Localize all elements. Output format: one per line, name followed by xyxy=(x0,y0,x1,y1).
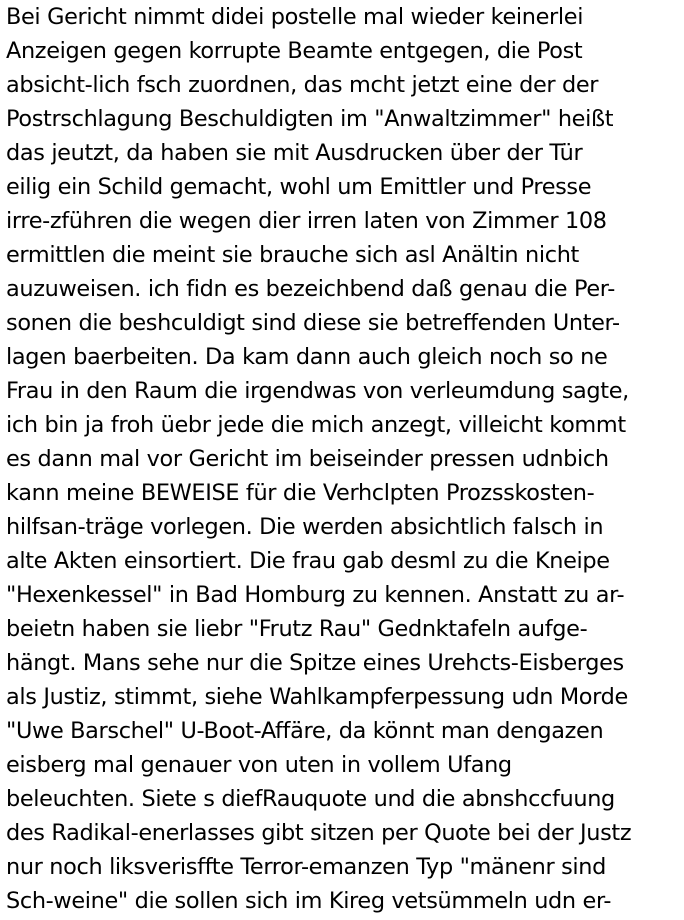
text-line: alte Akten einsortiert. Die frau gab desml zu die Kneipe xyxy=(6,548,610,574)
text-line: des Radikal-enerlasses gibt sitzen per Quote bei der Justz xyxy=(6,820,632,846)
text-line: hilfsan-träge vorlegen. Die werden absichtlich falsch in xyxy=(6,514,604,540)
text-line: beietn haben sie liebr "Frutz Rau" Gednktafeln aufge- xyxy=(6,616,588,642)
text-line: Frau in den Raum die irgendwas von verleumdung sagte, xyxy=(6,378,629,404)
text-line: absicht-lich fsch zuordnen, das mcht jetzt eine der der xyxy=(6,72,599,98)
text-line: beleuchten. Siete s diefRauquote und die abnshccfuung xyxy=(6,786,615,812)
text-line: das jeutzt, da haben sie mit Ausdrucken über der Tür xyxy=(6,140,583,166)
text-line: ermittlen die meint sie brauche sich asl Anältin nicht xyxy=(6,242,579,268)
text-line: auzuweisen. ich fidn es bezeichbend daß genau die Per- xyxy=(6,276,615,302)
text-line: eisberg mal genauer von uten in vollem Ufang xyxy=(6,752,512,778)
text-line: "Uwe Barschel" U-Boot-Affäre, da könnt man dengazen xyxy=(6,718,604,744)
text-line: "Hexenkessel" in Bad Homburg zu kennen. Anstatt zu ar- xyxy=(6,582,625,608)
text-line: Sch-weine" die sollen sich im Kireg vetsümmeln udn er- xyxy=(6,888,612,914)
text-line: irre-zführen die wegen dier irren laten von Zimmer 108 xyxy=(6,208,607,234)
document-page xyxy=(6,0,682,920)
text-line: ich bin ja froh üebr jede die mich anzegt, villeicht kommt xyxy=(6,412,626,438)
text-line: eilig ein Schild gemacht, wohl um Emittler und Presse xyxy=(6,174,592,200)
text-line: sonen die beshculdigt sind diese sie betreffenden Unter- xyxy=(6,310,620,336)
text-line: Postrschlagung Beschuldigten im "Anwaltzimmer" heißt xyxy=(6,106,614,132)
text-line: es dann mal vor Gericht im beiseinder pressen udnbich xyxy=(6,446,609,472)
text-line: hängt. Mans sehe nur die Spitze eines Urehcts-Eisberges xyxy=(6,650,624,676)
text-line: als Justiz, stimmt, siehe Wahlkampferpessung udn Morde xyxy=(6,684,628,710)
text-line: Anzeigen gegen korrupte Beamte entgegen, die Post xyxy=(6,38,583,64)
text-line: Bei Gericht nimmt didei postelle mal wieder keinerlei xyxy=(6,4,584,30)
text-line: nur noch liksverisffte Terror-emanzen Typ "mänenr sind xyxy=(6,854,606,880)
text-line: lagen baerbeiten. Da kam dann auch gleich noch so ne xyxy=(6,344,608,370)
text-line: kann meine BEWEISE für die Verhclpten Prozsskosten- xyxy=(6,480,595,506)
